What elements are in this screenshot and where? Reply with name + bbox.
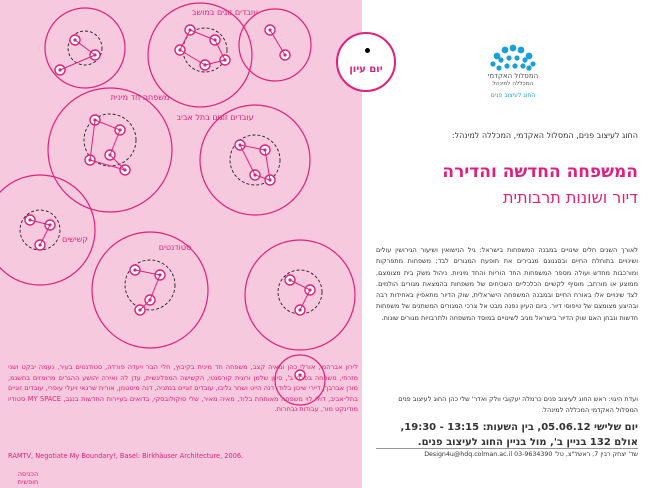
logo-dot	[498, 57, 503, 62]
link-line	[190, 30, 215, 40]
link-line	[300, 290, 310, 310]
logo-dot	[512, 63, 517, 68]
logo-dot	[506, 55, 511, 60]
page-subtitle: דיור ושונות תרבותית	[503, 188, 638, 207]
link-line	[90, 120, 95, 160]
open-entry-label: הכניסה חופשית	[17, 470, 39, 486]
link-line	[180, 50, 205, 65]
logo-dot	[522, 57, 527, 62]
student-credits: לירון אברהמי, אורלי כהן ומאיה קצב, משפחה חד מינית בקיבוץ, חלי הבר ויעדה פורדה, סטודנטים בעיר, נעמה יבקט ושני מזרחי, משפחה בפרס ב', סיוון שלמן ורונית קורסנטי, הקשישה המפליגשית, עדן לה ואירה יהושע ההגרים מרומזים בחשנמ, מורן אברבך, דיירי שיכון בלוד, דנה הייט ושחר גליבו, עובדים זוגיים בנתניה, דנה מינוטמן, אורית שרגאי ויעלי עופרי, עובדים זוגיים בתל-אביב, דולי לוי משפחה מאותחת בלוד, מאיה מאיר, שלי סוקולובסקי, בדואים בעיירות החדשות בנגב, MY SPACE סטודיו מודינקט מור, עבודות נבחרות.	[8, 363, 358, 414]
link-line	[110, 130, 120, 155]
college-name: המסלול האקדמי	[487, 72, 539, 80]
cluster-circle	[245, 240, 355, 350]
link-line	[75, 40, 95, 55]
label-couples-moshav: עובדים זוגים במושב	[191, 8, 259, 17]
reference-citation: RAMTV, Negotiate My Boundary!, Basel: Birkhäuser Architecture, 2006.	[8, 452, 244, 460]
logo-dot	[530, 61, 535, 66]
link-line	[60, 55, 95, 70]
page-title: המשפחה החדשה והדירה	[442, 162, 638, 182]
link-line	[270, 30, 285, 55]
college-subname: המכללה למינהל	[492, 81, 534, 87]
intro-line: החוג לעיצוב פנים, המסלול האקדמי, המכללה למינהל:	[451, 131, 638, 140]
cluster-circle	[239, 9, 311, 81]
event-date-time: יום שלישי 05.06.12, בין השעות: 13:15 - 19:30,	[400, 422, 638, 433]
contact-address: שד' יצחק רבין 7, ראשל"צ, טל' 03-9634390 Design4u@hdq.colman.ac.il	[424, 451, 638, 458]
department-name: החוג לעיצוב פנים	[490, 92, 536, 99]
study-day-label: יום עיון	[349, 64, 383, 75]
logo-dot	[502, 47, 509, 54]
label-couples-tlv: עובדים זוגים בתל אביב	[176, 113, 254, 122]
body-text: לאורך השנים חלים שינויים במבנה המשפחות בישראל: גיל הנישואין ושיעור הגירושין עולים ושינויים בתוחלת החיים ובסגנונם מגבירים את תופעת המגורים לבד; משפחות מתפרקות ומורכבות מחדש ועולה מספר המשפחות החד הוריות והחד מיניות. ניהול משק בית מצומצם, ממוצע או מורחב, מוסיף לקשיים הכלכליים השכיחים של משפחות בהמצאת מגורים הולמים. לצד שינויים אלו באורח החיים ובמבנה המשפחה הישראלית, שוק הדיור מתאפיין באחידות רבה ובהיצע מצומצם של טיפוסי דיור. ביום העיון נפנה מבט אל צרכי המגורים המשתנים של משפחות חדשות ונבחן האם שוק הדיור בישראל מגיב לשינויים במוסד המשפחה ולתרבויות מגורים שונות.	[376, 246, 638, 322]
divider	[376, 448, 638, 449]
link-line	[95, 120, 120, 130]
logo-dot	[518, 47, 525, 54]
label-single-sex-family: משפחה חד מינית	[110, 93, 170, 102]
logo-dot	[496, 65, 501, 70]
committee-text: ועדת היגוי: ראש החוג לעיצוב פנים כרמלה יעקובי וולק ואדר' שלי כהן החוג לעיצוב פנים המסלול האקדמי המכללה למינהל.	[398, 395, 638, 414]
label-students: סטודנטים	[158, 243, 192, 252]
logo-dot	[514, 55, 519, 60]
logo-dot	[526, 65, 531, 70]
link-line	[215, 40, 225, 60]
badge-dot	[365, 48, 370, 53]
logo-dot	[510, 45, 517, 52]
link-line	[150, 275, 160, 300]
logo-dot	[490, 61, 495, 66]
link-line	[290, 280, 310, 290]
label-elderly: קשישים	[62, 235, 88, 244]
study-day-badge	[336, 32, 396, 92]
event-details	[376, 420, 638, 450]
event-location: אולם 132 בניין ב', מול בניין החוג לעיצוב פנים.	[417, 437, 638, 448]
link-line	[240, 145, 255, 175]
logo-dot	[504, 63, 509, 68]
link-line	[180, 30, 190, 50]
logo-dot	[520, 63, 525, 68]
cluster-circle	[148, 3, 252, 107]
link-line	[40, 225, 50, 245]
